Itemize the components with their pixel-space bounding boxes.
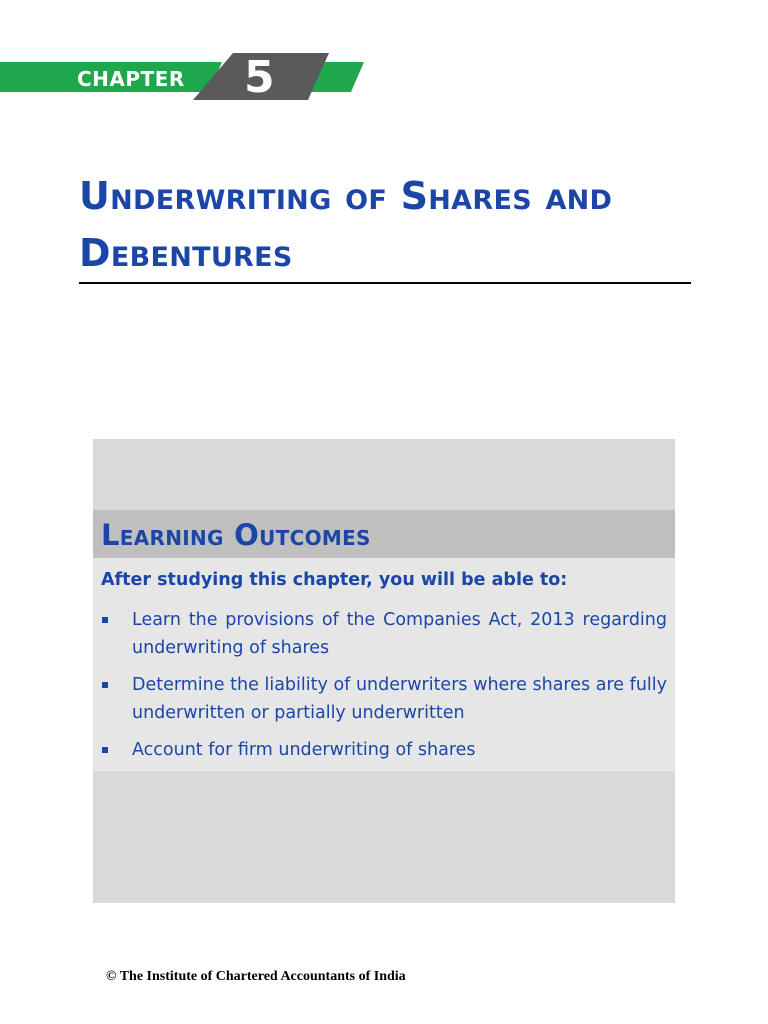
bullet-icon: [102, 682, 108, 688]
learning-outcomes-body: [93, 558, 675, 771]
learning-outcomes-intro: After studying this chapter, you will be able to:: [101, 570, 568, 590]
chapter-number: 5: [244, 52, 275, 103]
copyright-footer: © The Institute of Chartered Accountants of India: [106, 969, 406, 984]
chapter-label: CHAPTER: [77, 67, 185, 91]
bullet-icon: [102, 617, 108, 623]
bullet-icon: [102, 747, 108, 753]
list-item-text: Account for firm underwriting of shares: [132, 740, 476, 760]
learning-outcomes-box: [93, 439, 675, 903]
learning-outcomes-list: [93, 606, 675, 773]
list-item: [93, 606, 675, 662]
learning-outcomes-header: [93, 510, 675, 558]
learning-outcomes-heading: Learning Outcomes: [101, 518, 371, 552]
chapter-title: Underwriting of Shares and Debentures: [79, 174, 613, 275]
title-divider: [79, 282, 691, 284]
list-item: [93, 736, 675, 764]
list-item-text: Determine the liability of underwriters where shares are fully underwritten or partially underwritten: [132, 675, 667, 723]
list-item-text: Learn the provisions of the Companies Act, 2013 regarding underwriting of shares: [132, 610, 667, 658]
list-item: [93, 671, 675, 727]
